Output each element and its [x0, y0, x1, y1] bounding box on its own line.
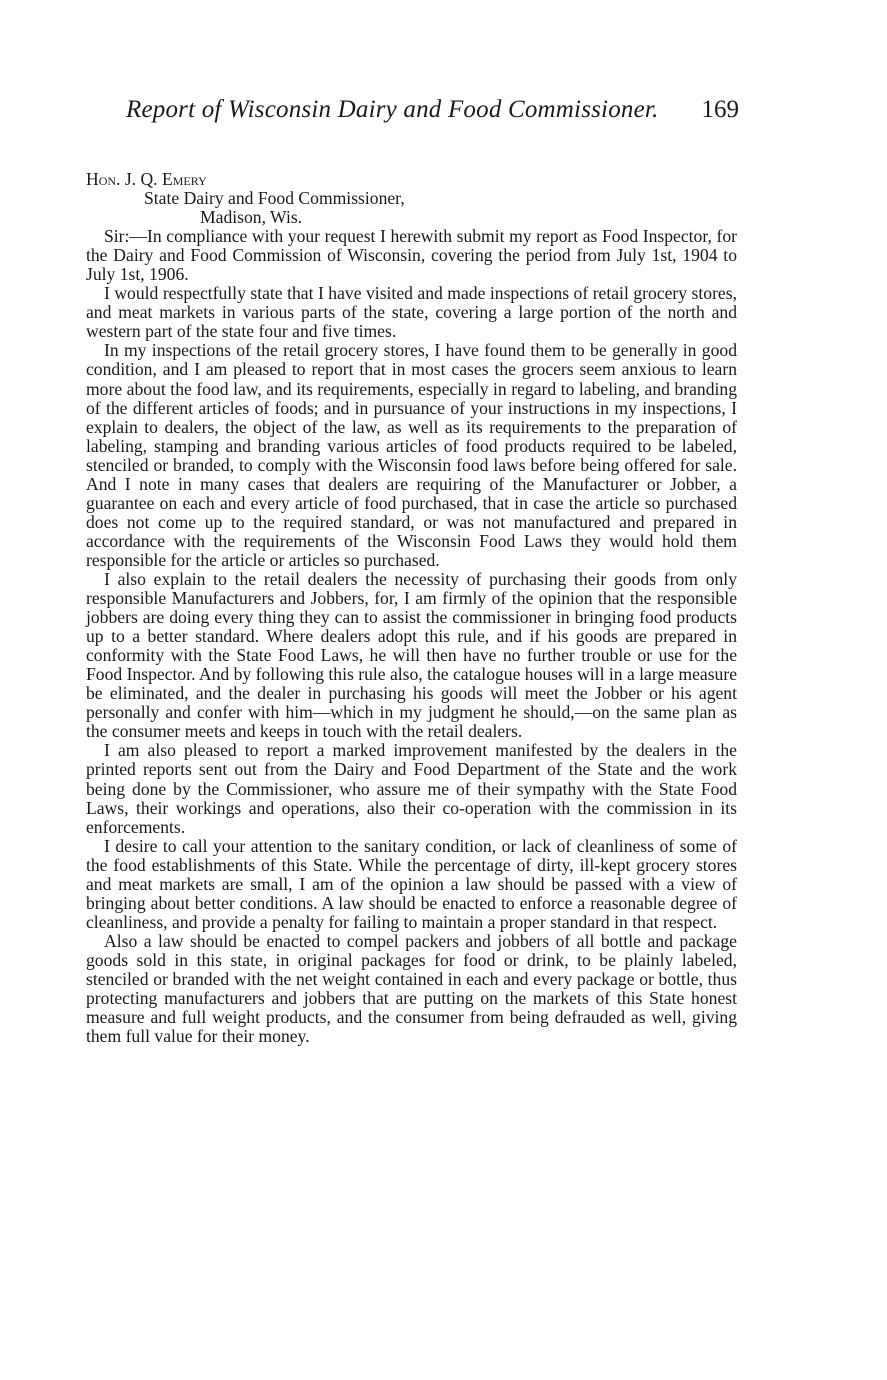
paragraph-salutation: Sir:—In compliance with your request I herewith submit my report as Food Inspector, for the Dairy and Food Commission of Wisconsin, covering the period from July 1st, 1904 to July 1st, 1906. — [86, 226, 737, 285]
addressee-title: State Dairy and Food Commissioner, — [144, 188, 405, 209]
paragraph-responsible-jobbers: I also explain to the retail dealers the necessity of purchasing their goods from only responsible Manufacturers and Jobbers, for, I am firmly of the opinion that the responsible jobbers are doing every thing they can to assist the commissioner in bringing food products up to a better standard. Where dealers adopt this rule, and if his goods are prepared in conformity with the State Food Laws, he will then have no further trouble or use for the Food Inspector. And by following this rule also, the catalogue houses will in a large measure be eliminated, and the dealer in purchasing his goods will meet the Jobber or his agent personally and confer with him—which in my judgment he should,—on the same plan as the consumer meets and keeps in touch with the retail dealers. — [86, 568, 738, 742]
report-page — [86, 96, 737, 1046]
running-header — [126, 96, 739, 140]
paragraph-grocery-stores: In my inspections of the retail grocery stores, I have found them to be generally in good condition, and I am pleased to report that in most cases the grocers seem anxious to learn more about the food law, and its requirements, especially in regard to labeling, and branding of the different articles of foods; and in pursuance of your instructions in my inspections, I explain to dealers, the object of the law, as well as its requirements to the preparation of labeling, stamping and branding various articles of food products required to be labeled, stenciled or branded, to comply with the Wisconsin food laws before being offered for sale. And I note in many cases that dealers are requiring of the Manufacturer or Jobber, a guarantee on each and every article of food purchased, that in case the article so purchased does not come up to the required standard, or was not manufactured and prepared in accordance with the requirements of the Wisconsin Food Laws they would hold them responsible for the article or articles so purchased. — [86, 340, 737, 570]
paragraph-improvement: I am also pleased to report a marked improvement manifested by the dealers in the printed reports sent out from the Dairy and Food Department of the State and the work being done by the Commissioner, who assure me of their sympathy with the State Food Laws, their workings and operations, also their co-operation with the commission in its enforcements. — [86, 740, 737, 837]
paragraph-labeling-law: Also a law should be enacted to compel packers and jobbers of all bottle and package goods sold in this state, in original packages for food or drink, to be plainly labeled, stenciled or branded with the net weight contained in each and every package or bottle, thus protecting manufacturers and jobbers that are putting on the markets of this State honest measure and full weight products, and the consumer from being defrauded as well, giving them full value for their money. — [86, 930, 737, 1047]
addressee-name: Hon. J. Q. Emery — [86, 169, 207, 189]
letter-body — [86, 227, 737, 1046]
running-header-title: Report of Wisconsin Dairy and Food Commissioner. — [126, 96, 659, 123]
addressee-block — [86, 170, 737, 227]
addressee-location: Madison, Wis. — [200, 207, 303, 228]
paragraph-inspections: I would respectfully state that I have visited and made inspections of retail grocery stores, and meat markets in various parts of the state, covering a large portion of the north and western part of the state four and five times. — [86, 283, 737, 342]
page-number: 169 — [701, 96, 739, 123]
paragraph-sanitary-condition: I desire to call your attention to the sanitary condition, or lack of cleanliness of some of the food establishments of this State. While the percentage of dirty, ill-kept grocery stores and meat markets are small, I am of the opinion a law should be passed with a view of bringing about better conditions. A law should be enacted to enforce a reasonable degree of cleanliness, and provide a penalty for failing to maintain a proper standard in that respect. — [86, 835, 737, 932]
